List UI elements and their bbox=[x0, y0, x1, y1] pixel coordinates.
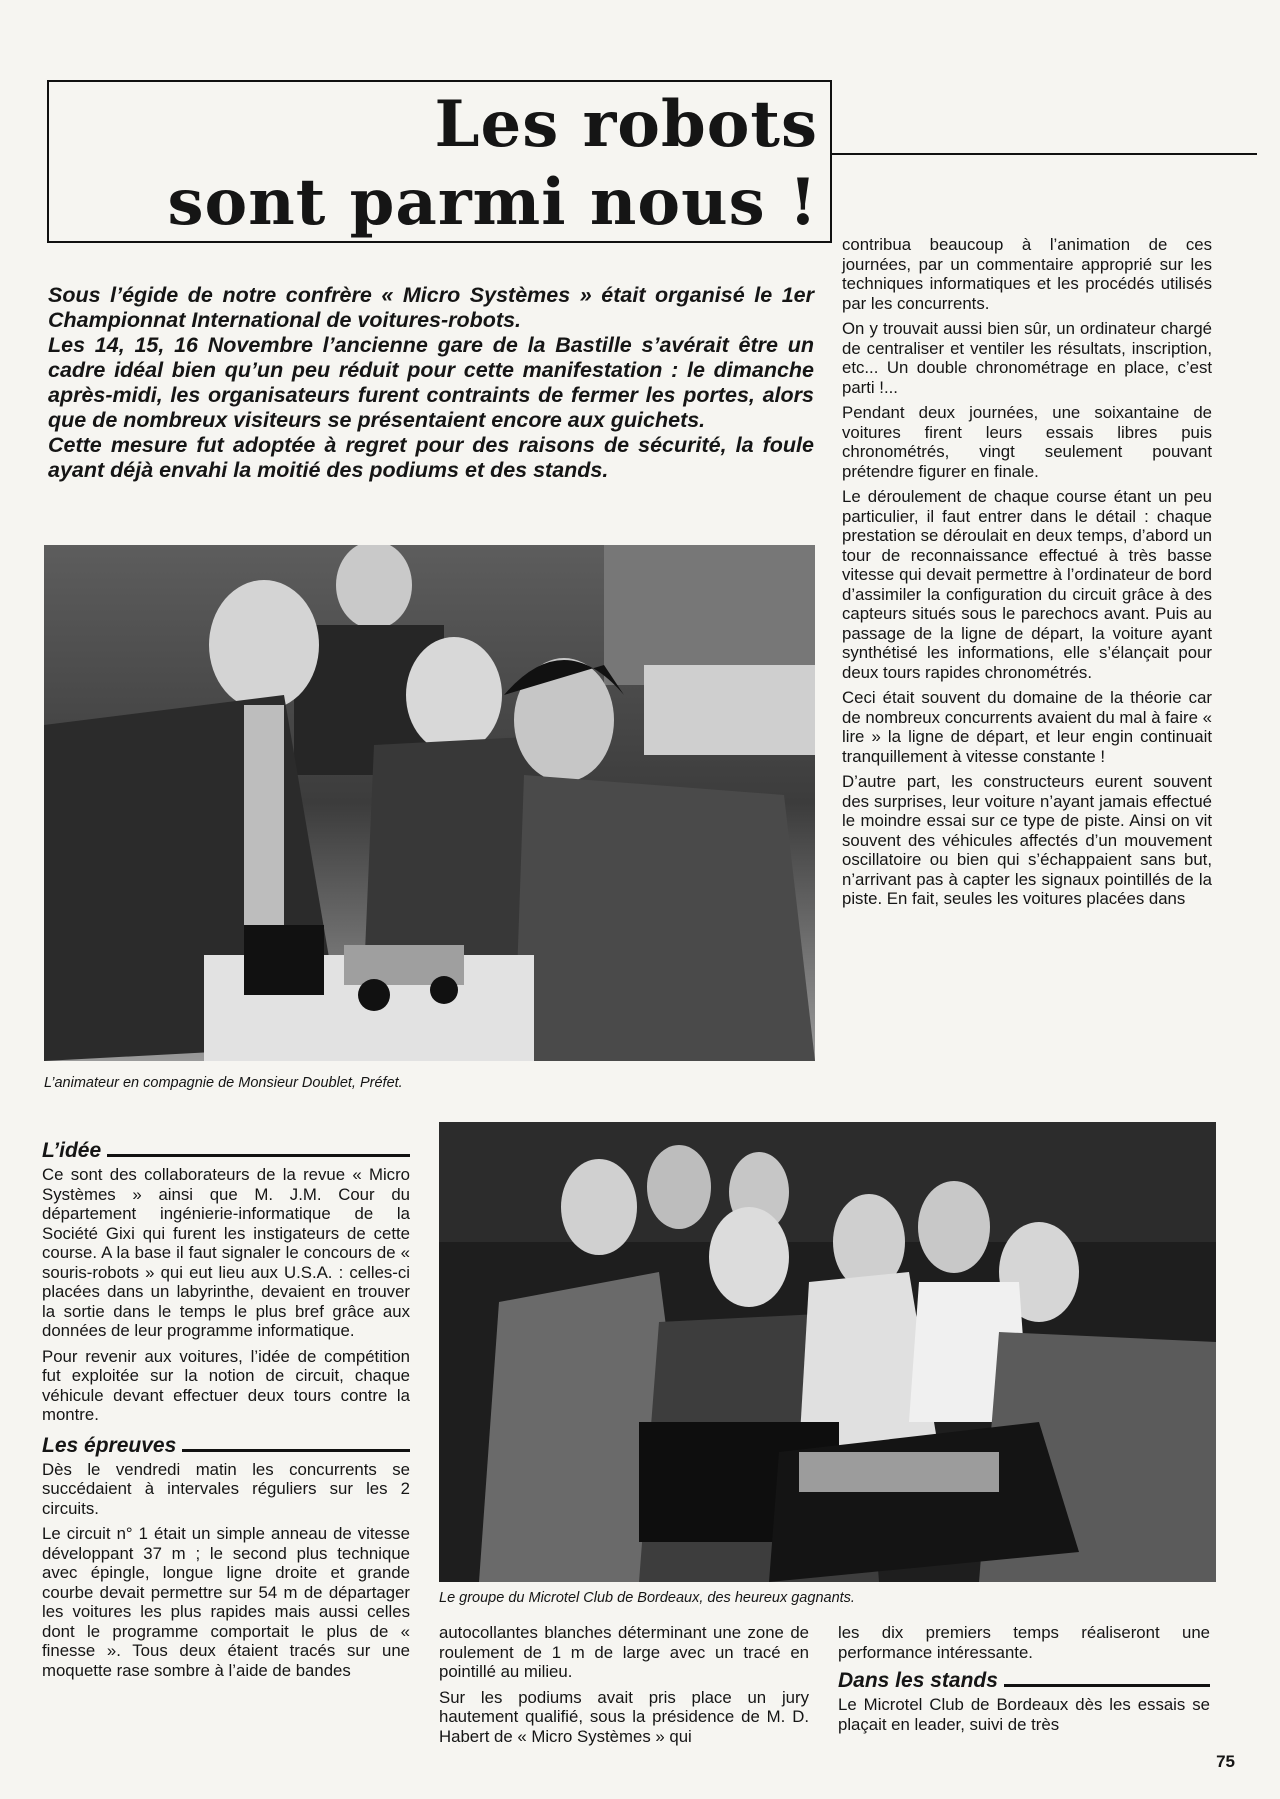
section-heading-epreuves bbox=[42, 1433, 410, 1458]
photo-microtel-club bbox=[439, 1122, 1216, 1582]
right-p6: D’autre part, les constructeurs eurent souvent des surprises, leur voiture n’ayant jamais effectué le moindre essai sur ce type de piste. Ainsi on vit souvent des véhicules affectés d’un mouvement oscillatoire ou bien qui s’échappaient sans but, n’arrivant pas à capter les signaux pointillés de la piste. En fait, seules les voitures placées dans bbox=[842, 772, 1212, 908]
idee-p2: Pour revenir aux voitures, l’idée de compétition fut exploitée sur la notion de circuit, chaque véhicule devant effectuer deux tours contre la montre. bbox=[42, 1346, 410, 1424]
heading-idee-text: L’idée bbox=[42, 1139, 102, 1162]
photo-animateur bbox=[44, 545, 815, 1061]
page-number: 75 bbox=[1216, 1752, 1235, 1771]
heading-rule bbox=[182, 1449, 410, 1452]
bottom-middle-column bbox=[439, 1623, 809, 1752]
bottom-middle-p2: Sur les podiums avait pris place un jury hautement qualifié, sous la présidence de M. D. Habert de « Micro Systèmes » qui bbox=[439, 1687, 809, 1746]
idee-p1: Ce sont des collaborateurs de la revue « Micro Systèmes » ainsi que M. J.M. Cour du département ingénierie-informatique de la Société Gixi qui furent les instigateurs de cette course. A la base il faut signaler le concours de « souris-robots » qui eut lieu aux U.S.A. : celles-ci placées dans un labyrinthe, devaient en trouver la sortie dans le temps le plus bref grâce aux données de leur programme informatique. bbox=[42, 1165, 410, 1340]
photo-caption-1: L’animateur en compagnie de Monsieur Doublet, Préfet. bbox=[44, 1075, 403, 1091]
intro-p3: Cette mesure fut adoptée à regret pour des raisons de sécurité, la foule ayant déjà envahi la moitié des podiums et des stands. bbox=[48, 433, 814, 482]
photo-caption-2: Le groupe du Microtel Club de Bordeaux, des heureux gagnants. bbox=[439, 1590, 855, 1606]
epreuves-p2: Le circuit n° 1 était un simple anneau de vitesse développant 37 m ; le second plus technique avec épingle, longue ligne droite et grande courbe devait permettre sur 54 m de départager les voitures les plus rapides mais aussi celles dont le programme comportait le plus de « finesse ». Tous deux étaient tracés sur une moquette rase sombre à l’aide de bandes bbox=[42, 1524, 410, 1680]
right-column bbox=[842, 235, 1212, 915]
heading-epreuves-text: Les épreuves bbox=[42, 1433, 177, 1457]
title-line-1: Les robots bbox=[434, 87, 818, 162]
title-box bbox=[47, 80, 832, 243]
right-p1: contribua beaucoup à l’animation de ces journées, par un commentaire approprié sur les techniques informatiques et les procédés utilisés par les concurrents. bbox=[842, 235, 1212, 313]
right-p3: Pendant deux journées, une soixantaine de voitures firent leurs essais libres puis chronométrés, vingt seulement pouvant prétendre figurer en finale. bbox=[842, 403, 1212, 481]
bottom-right-p1: les dix premiers temps réaliseront une performance intéressante. bbox=[838, 1623, 1210, 1662]
title-rule bbox=[832, 153, 1257, 155]
intro-paragraph bbox=[48, 283, 814, 483]
bottom-right-column bbox=[838, 1623, 1210, 1740]
section-heading-stands bbox=[838, 1668, 1210, 1693]
right-p4: Le déroulement de chaque course étant un peu particulier, il faut entrer dans le détail : chaque prestation se déroulait en deux temps, d’abord un tour de reconnaissance effectué à très basse vitesse qui devait permettre à l’ordinateur de bord d’assimiler la configuration du circuit grâce à des capteurs situés sous le parechocs avant. Puis au passage de la ligne de départ, la voiture ayant synthétisé les informations, elle s’élançait pour deux tours rapides chronométrés. bbox=[842, 487, 1212, 682]
bottom-middle-p1: autocollantes blanches déterminant une zone de roulement de 1 m de large avec un tracé en pointillé au milieu. bbox=[439, 1623, 809, 1681]
heading-rule bbox=[107, 1154, 410, 1157]
title-line-2: sont parmi nous ! bbox=[167, 165, 818, 240]
intro-p2: Les 14, 15, 16 Novembre l’ancienne gare de la Bastille s’avérait être un cadre idéal bien qu’un peu réduit pour cette manifestation : le dimanche après-midi, les organisateurs furent contraints de fermer les portes, alors que de nombreux visiteurs se présentaient encore aux guichets. bbox=[48, 333, 814, 432]
left-column bbox=[42, 1138, 410, 1686]
epreuves-p1: Dès le vendredi matin les concurrents se succédaient à intervales réguliers sur les 2 circuits. bbox=[42, 1459, 410, 1518]
heading-rule bbox=[1004, 1684, 1210, 1687]
article-title bbox=[168, 86, 819, 242]
bottom-right-p2: Le Microtel Club de Bordeaux dès les essais se plaçait en leader, suivi de très bbox=[838, 1695, 1210, 1734]
right-p2: On y trouvait aussi bien sûr, un ordinateur chargé de centraliser et ventiler les résultats, inscription, etc... Un double chronométrage en place, c’est parti !... bbox=[842, 319, 1212, 397]
heading-stands-text: Dans les stands bbox=[838, 1669, 998, 1692]
intro-p1: Sous l’égide de notre confrère « Micro Systèmes » était organisé le 1er Championnat International de voitures-robots. bbox=[48, 283, 814, 332]
section-heading-idee bbox=[42, 1138, 410, 1163]
right-p5: Ceci était souvent du domaine de la théorie car de nombreux concurrents avaient du mal à faire « lire » la ligne de départ, et leur engin continuait tranquillement à vitesse constante ! bbox=[842, 688, 1212, 766]
